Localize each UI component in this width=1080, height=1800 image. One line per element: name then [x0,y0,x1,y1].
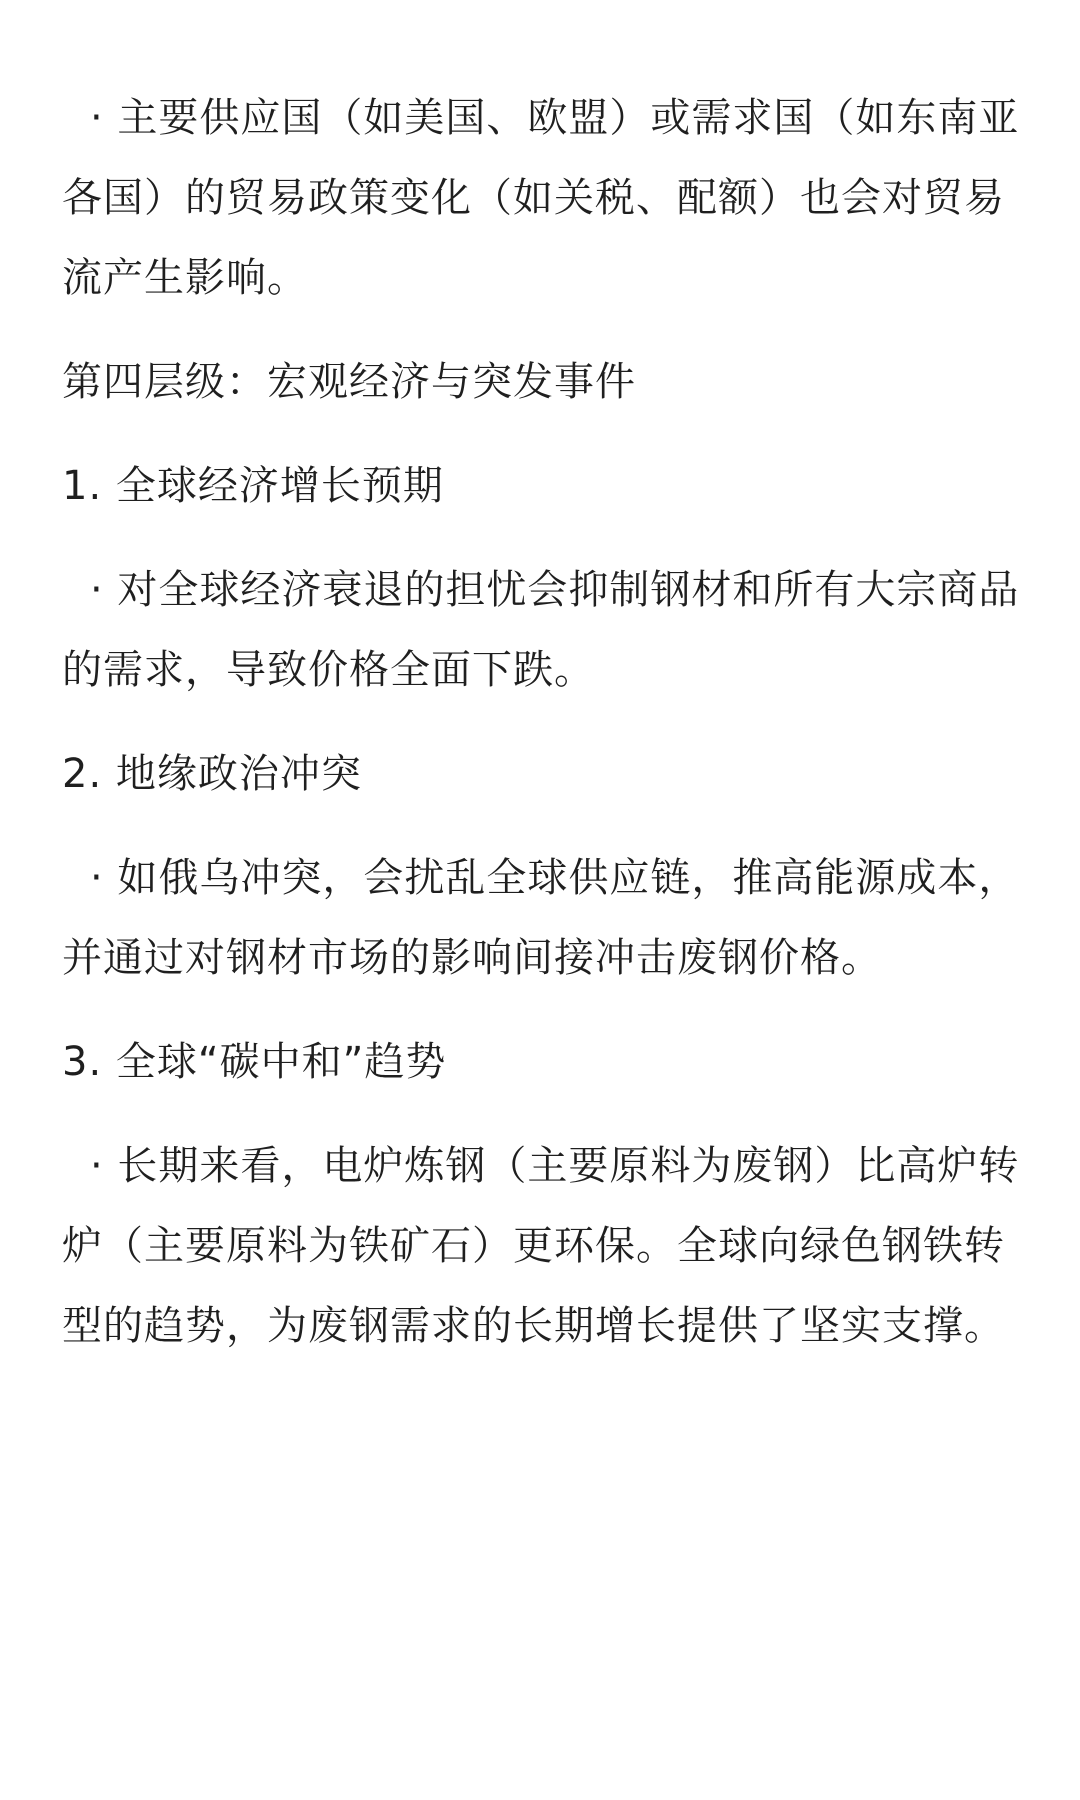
trade-policy-bullet: · 主要供应国（如美国、欧盟）或需求国（如东南亚各国）的贸易政策变化（如关税、配额）也会对贸易流产生影响。 [62,95,1020,301]
item-bullet-1: · 对全球经济衰退的担忧会抑制钢材和所有大宗商品的需求，导致价格全面下跌。 [62,567,1020,693]
section-heading: 第四层级：宏观经济与突发事件 [62,359,636,405]
article-body [62,78,1022,1366]
item-bullet-2: · 如俄乌冲突，会扰乱全球供应链，推高能源成本，并通过对钢材市场的影响间接冲击废钢价格。 [62,855,1020,981]
item-heading-2: 2. 地缘政治冲突 [62,751,362,797]
item-bullet-3: · 长期来看，电炉炼钢（主要原料为废钢）比高炉转炉（主要原料为铁矿石）更环保。全球向绿色钢铁转型的趋势，为废钢需求的长期增长提供了坚实支撑。 [62,1143,1020,1349]
item-heading-1: 1. 全球经济增长预期 [62,463,444,509]
item-heading-3: 3. 全球“碳中和”趋势 [62,1039,447,1085]
